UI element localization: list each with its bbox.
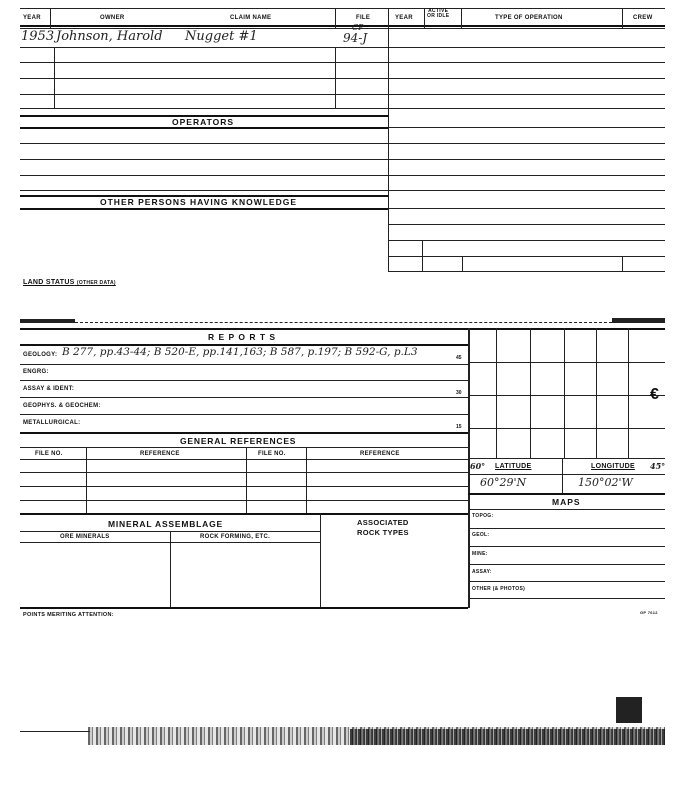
rock-types-label: ROCK TYPES	[357, 528, 409, 537]
gr-col-reference: REFERENCE	[140, 451, 180, 457]
maps-geol: GEOL:	[472, 532, 490, 538]
vdiv	[335, 8, 336, 28]
vdiv	[461, 8, 462, 28]
report-label-geophys: GEOPHYS. & GEOCHEM:	[23, 403, 101, 409]
latitude-label: LATITUDE	[495, 463, 532, 470]
grid-h	[468, 362, 665, 363]
row-line	[468, 474, 665, 475]
grid-v	[596, 328, 597, 458]
header-type-of-operation: TYPE OF OPERATION	[495, 15, 563, 21]
vdiv	[335, 47, 336, 109]
row-line	[20, 47, 665, 48]
report-value-geology: B 277, pp.43-44; B 520-E, pp.141,163; B 587, p.197; B 592-G, p.L3	[62, 346, 418, 358]
side-mark: €	[650, 386, 659, 403]
row-line	[468, 509, 665, 510]
gr-col-reference-2: REFERENCE	[360, 451, 400, 457]
grid-h	[468, 395, 665, 396]
row-line	[20, 486, 468, 487]
report-label-engrg: ENGRG:	[23, 369, 49, 375]
header-claim-name: CLAIM NAME	[230, 15, 272, 21]
report-label-assay: ASSAY & IDENT:	[23, 386, 75, 392]
land-status-heading	[23, 279, 116, 286]
grid-h	[468, 428, 665, 429]
vdiv	[562, 458, 563, 494]
vdiv	[86, 447, 87, 513]
reports-heading: R E P O R T S	[208, 332, 277, 342]
vdiv	[246, 447, 247, 513]
row-line	[20, 380, 468, 381]
entry-claim-name: Nugget #1	[185, 29, 258, 44]
grid-v	[628, 328, 629, 458]
row-line	[468, 564, 665, 565]
vdiv	[54, 47, 55, 109]
row-line	[20, 62, 665, 63]
entry-owner: Johnson, Harold	[56, 29, 163, 44]
vdiv	[622, 256, 623, 271]
vdiv	[622, 8, 623, 28]
lat-deg: 60°	[470, 461, 486, 471]
row-line	[20, 190, 665, 191]
row-line	[20, 607, 468, 609]
scan-noise-strip-dark	[350, 729, 665, 745]
latitude-value: 60°29'N	[480, 476, 527, 489]
row-line	[468, 493, 665, 495]
entry-year: 1953	[21, 29, 55, 44]
gr-col-file-no-2: FILE NO.	[258, 451, 286, 457]
points-meriting-attention: POINTS MERITING ATTENTION:	[23, 612, 114, 618]
header-owner: OWNER	[100, 15, 125, 21]
row-line	[20, 500, 468, 501]
lon-deg: 45°	[650, 461, 666, 471]
operators-rule	[20, 127, 388, 129]
vdiv	[306, 447, 307, 513]
row-line	[388, 208, 665, 209]
row-line	[388, 240, 665, 241]
row-line	[20, 513, 468, 515]
row-line	[20, 364, 468, 365]
vdiv	[320, 513, 321, 608]
report-label-geology: GEOLOGY:	[23, 352, 58, 358]
land-status-sub: (OTHER DATA)	[76, 280, 116, 286]
header-crew: CREW	[633, 15, 653, 21]
row-line	[20, 175, 665, 176]
row-line	[20, 432, 468, 434]
operators-heading: OPERATORS	[172, 117, 235, 127]
gr-col-file-no: FILE NO.	[35, 451, 63, 457]
row-line	[468, 581, 665, 582]
header-year: YEAR	[23, 15, 41, 21]
row-line	[20, 414, 468, 415]
entry-file-top: CP	[352, 23, 364, 32]
grid-v	[496, 328, 497, 458]
row-line	[20, 472, 468, 473]
grid-v	[530, 328, 531, 458]
report-num-45: 45	[456, 355, 462, 361]
maps-mine: MINE:	[472, 551, 488, 557]
mineral-assemblage-heading: MINERAL ASSEMBLAGE	[108, 519, 223, 529]
row-line	[468, 528, 665, 529]
scan-dashed-line	[75, 322, 612, 323]
header-bottom-rule	[20, 25, 665, 27]
ore-minerals-label: ORE MINERALS	[60, 534, 110, 540]
row-line	[20, 397, 468, 398]
header-file: FILE	[356, 15, 371, 21]
report-num-30: 30	[456, 390, 462, 396]
associated-label: ASSOCIATED	[357, 518, 409, 527]
row-line	[468, 546, 665, 547]
vdiv	[422, 240, 423, 271]
maps-assay: ASSAY:	[472, 569, 492, 575]
row-line	[388, 256, 665, 257]
form-number: GP 7612	[640, 610, 658, 615]
top-border	[20, 8, 665, 9]
vdiv	[50, 8, 51, 28]
longitude-value: 150°02'W	[578, 476, 633, 489]
general-references-heading: GENERAL REFERENCES	[180, 436, 297, 446]
vdiv	[424, 8, 425, 28]
reports-top-rule	[20, 328, 665, 330]
grid-v	[564, 328, 565, 458]
maps-other: OTHER (& PHOTOS)	[472, 586, 526, 592]
header-active-or-idle: ACTIVE OR IDLE	[427, 8, 450, 19]
scan-black-block	[616, 697, 642, 723]
row-line	[388, 224, 665, 225]
row-line	[388, 271, 665, 272]
row-line	[20, 78, 665, 79]
grid-h	[468, 458, 665, 459]
maps-topog: TOPOG:	[472, 513, 494, 519]
scan-smudge	[20, 319, 75, 323]
row-line	[20, 459, 468, 460]
land-status-label: LAND STATUS	[23, 279, 75, 286]
other-persons-rule	[20, 208, 388, 210]
row-line	[20, 447, 468, 448]
row-line	[20, 108, 665, 109]
rock-forming-label: ROCK FORMING, ETC.	[200, 534, 271, 540]
entry-file: 94-J	[343, 31, 368, 45]
maps-heading: MAPS	[552, 497, 581, 507]
vdiv	[170, 531, 171, 608]
row-line	[20, 159, 665, 160]
longitude-label: LONGITUDE	[591, 463, 635, 470]
row-line	[468, 598, 665, 599]
row-line	[20, 94, 665, 95]
row-line	[20, 143, 665, 144]
other-persons-heading: OTHER PERSONS HAVING KNOWLEDGE	[100, 197, 298, 207]
header-year-2: YEAR	[395, 15, 413, 21]
report-label-metallurgical: METALLURGICAL:	[23, 420, 81, 426]
scan-smudge	[612, 318, 665, 323]
row-line	[388, 127, 665, 128]
scan-rule	[20, 731, 90, 732]
report-num-15: 15	[456, 424, 462, 430]
vdiv	[462, 256, 463, 271]
